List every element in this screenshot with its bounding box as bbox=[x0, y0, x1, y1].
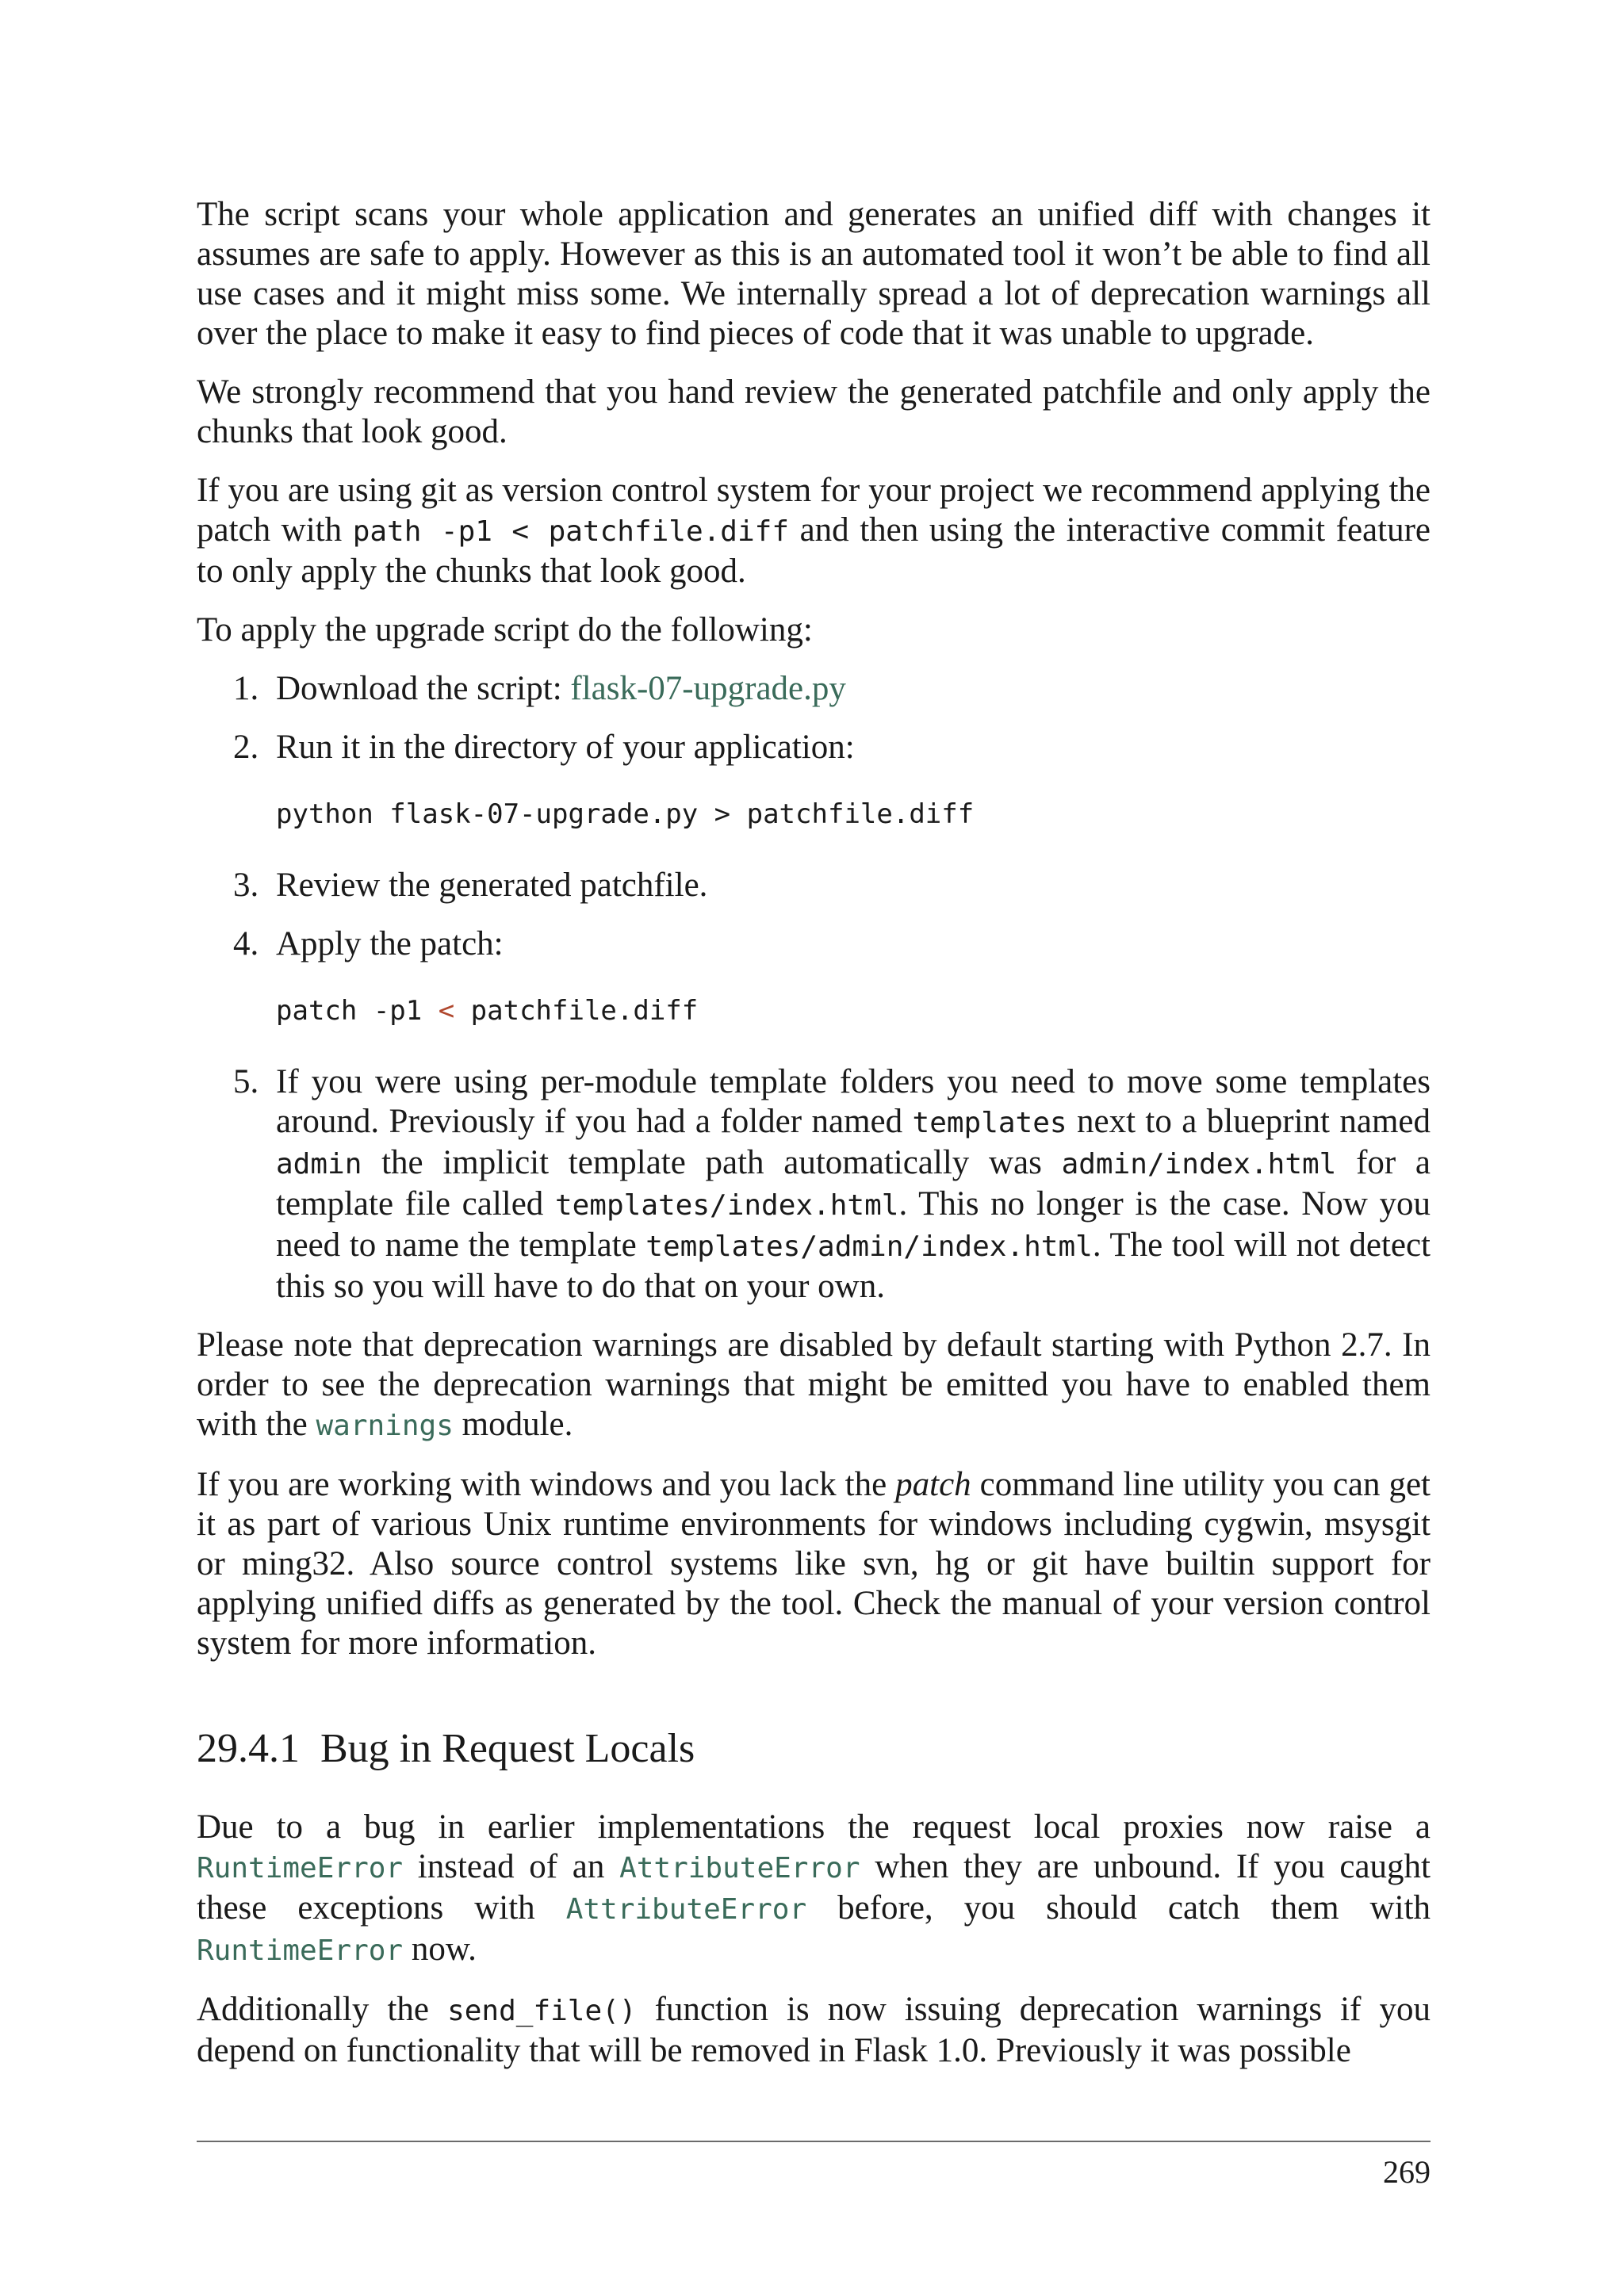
text-run: module. bbox=[453, 1406, 573, 1443]
text-run: function is now issuing deprecation warnings if you depend on functionality that will be removed in Flask 1.0. Previously it was possible bbox=[197, 1991, 1431, 2069]
inline-code: templates/index.html bbox=[554, 1189, 899, 1222]
step-text: Run it in the directory of your application: bbox=[276, 729, 855, 766]
text-run: for a template file called bbox=[276, 1144, 1431, 1223]
section-heading bbox=[197, 1725, 1431, 1773]
inline-code: send_file() bbox=[447, 1995, 637, 2027]
text-run: . This no longer is the case. Now you need to name the template bbox=[276, 1185, 1431, 1264]
text-run: If you are using git as version control system for your project we recommend applying the patch with bbox=[197, 472, 1431, 549]
text-run: command line utility you can get it as part of various Unix runtime environments for windows including cygwin, msysgit or ming32. Also source control systems like svn, hg or git have builtin support for applying unified diffs as generated by the tool. Check the manual of your version control system for more information. bbox=[197, 1466, 1431, 1662]
inline-code: admin/index.html bbox=[1061, 1148, 1337, 1181]
inline-code: path -p1 < patchfile.diff bbox=[352, 515, 790, 548]
list-item bbox=[197, 924, 1431, 1031]
list-item bbox=[197, 728, 1431, 834]
step-text: Apply the patch: bbox=[276, 925, 504, 962]
text-run: Additionally the bbox=[197, 1991, 448, 2028]
inline-code: admin bbox=[276, 1148, 362, 1181]
intro-paragraph-2: We strongly recommend that you hand review the generated patchfile and only apply the chunks that look good. bbox=[197, 373, 1431, 450]
text-run: when they are unbound. If you caught these exceptions with bbox=[197, 1848, 1431, 1927]
windows-note-paragraph bbox=[197, 1465, 1431, 1663]
text-run: before, you should catch them with bbox=[806, 1889, 1431, 1927]
text-run: instead of an bbox=[403, 1848, 620, 1885]
runtimeerror-link[interactable]: RuntimeError bbox=[197, 1934, 404, 1967]
list-number: 2. bbox=[233, 729, 259, 766]
upgrade-steps-list bbox=[197, 669, 1431, 1307]
intro-paragraph-4: To apply the upgrade script do the following: bbox=[197, 611, 813, 649]
section-number: 29.4.1 bbox=[197, 1726, 300, 1771]
code-operator: < bbox=[438, 995, 455, 1027]
intro-paragraph-3 bbox=[197, 471, 1431, 591]
text-run: Please note that deprecation warnings are disabled by default starting with Python 2.7. In order to see the deprecation warnings that might be emitted you have to enabled them with the bbox=[197, 1326, 1431, 1443]
code-block: python flask-07-upgrade.py > patchfile.diff bbox=[276, 798, 975, 830]
warnings-module-link[interactable]: warnings bbox=[316, 1410, 454, 1442]
step-text: Review the generated patchfile. bbox=[276, 867, 708, 904]
emphasis: patch bbox=[895, 1466, 971, 1503]
request-locals-paragraph-2 bbox=[197, 1990, 1431, 2071]
attributeerror-link[interactable]: AttributeError bbox=[565, 1893, 807, 1926]
list-item bbox=[197, 1062, 1431, 1307]
list-number: 4. bbox=[233, 925, 259, 962]
text-run: If you are working with windows and you lack the bbox=[197, 1466, 896, 1503]
intro-paragraph-1: The script scans your whole application and generates an unified diff with changes it assumes are safe to apply. However as this is an automated tool it won’t be able to find all use cases and it might miss some. We internally spread a lot of deprecation warnings all over the place to make it easy to find pieces of code that it was unable to upgrade. bbox=[197, 196, 1431, 352]
text-run: now. bbox=[403, 1931, 477, 1968]
text-run: . The tool will not detect this so you will have to do that on your own. bbox=[276, 1226, 1431, 1305]
page-body bbox=[197, 195, 1431, 2090]
list-item bbox=[197, 866, 1431, 905]
request-locals-paragraph-1 bbox=[197, 1808, 1431, 1971]
list-number: 5. bbox=[233, 1063, 259, 1100]
list-number: 3. bbox=[233, 867, 259, 904]
code-text: patchfile.diff bbox=[454, 995, 699, 1027]
inline-code: templates bbox=[912, 1107, 1067, 1139]
page-number: 269 bbox=[1383, 2154, 1431, 2190]
list-item bbox=[197, 669, 1431, 709]
text-run: Due to a bug in earlier implementations the request local proxies now raise a bbox=[197, 1808, 1431, 1846]
download-script-link[interactable]: flask-07-upgrade.py bbox=[570, 670, 846, 707]
code-block bbox=[276, 991, 1431, 1031]
step-text: Download the script: bbox=[276, 670, 571, 707]
runtimeerror-link[interactable]: RuntimeError bbox=[197, 1852, 404, 1885]
section-title: Bug in Request Locals bbox=[320, 1726, 695, 1771]
text-run: next to a blueprint named bbox=[1067, 1103, 1431, 1140]
text-run: the implicit template path automatically was bbox=[362, 1144, 1062, 1181]
text-run: If you were using per-module template folders you need to move some templates around. Previously if you had a folder named bbox=[276, 1063, 1431, 1140]
inline-code: templates/admin/index.html bbox=[645, 1230, 1093, 1263]
list-number: 1. bbox=[233, 670, 259, 707]
deprecation-note-paragraph bbox=[197, 1326, 1431, 1446]
text-run: and then using the interactive commit feature to only apply the chunks that look good. bbox=[197, 511, 1431, 590]
attributeerror-link[interactable]: AttributeError bbox=[619, 1852, 860, 1885]
code-text: patch -p1 bbox=[276, 995, 439, 1027]
footer-rule bbox=[197, 2141, 1431, 2142]
